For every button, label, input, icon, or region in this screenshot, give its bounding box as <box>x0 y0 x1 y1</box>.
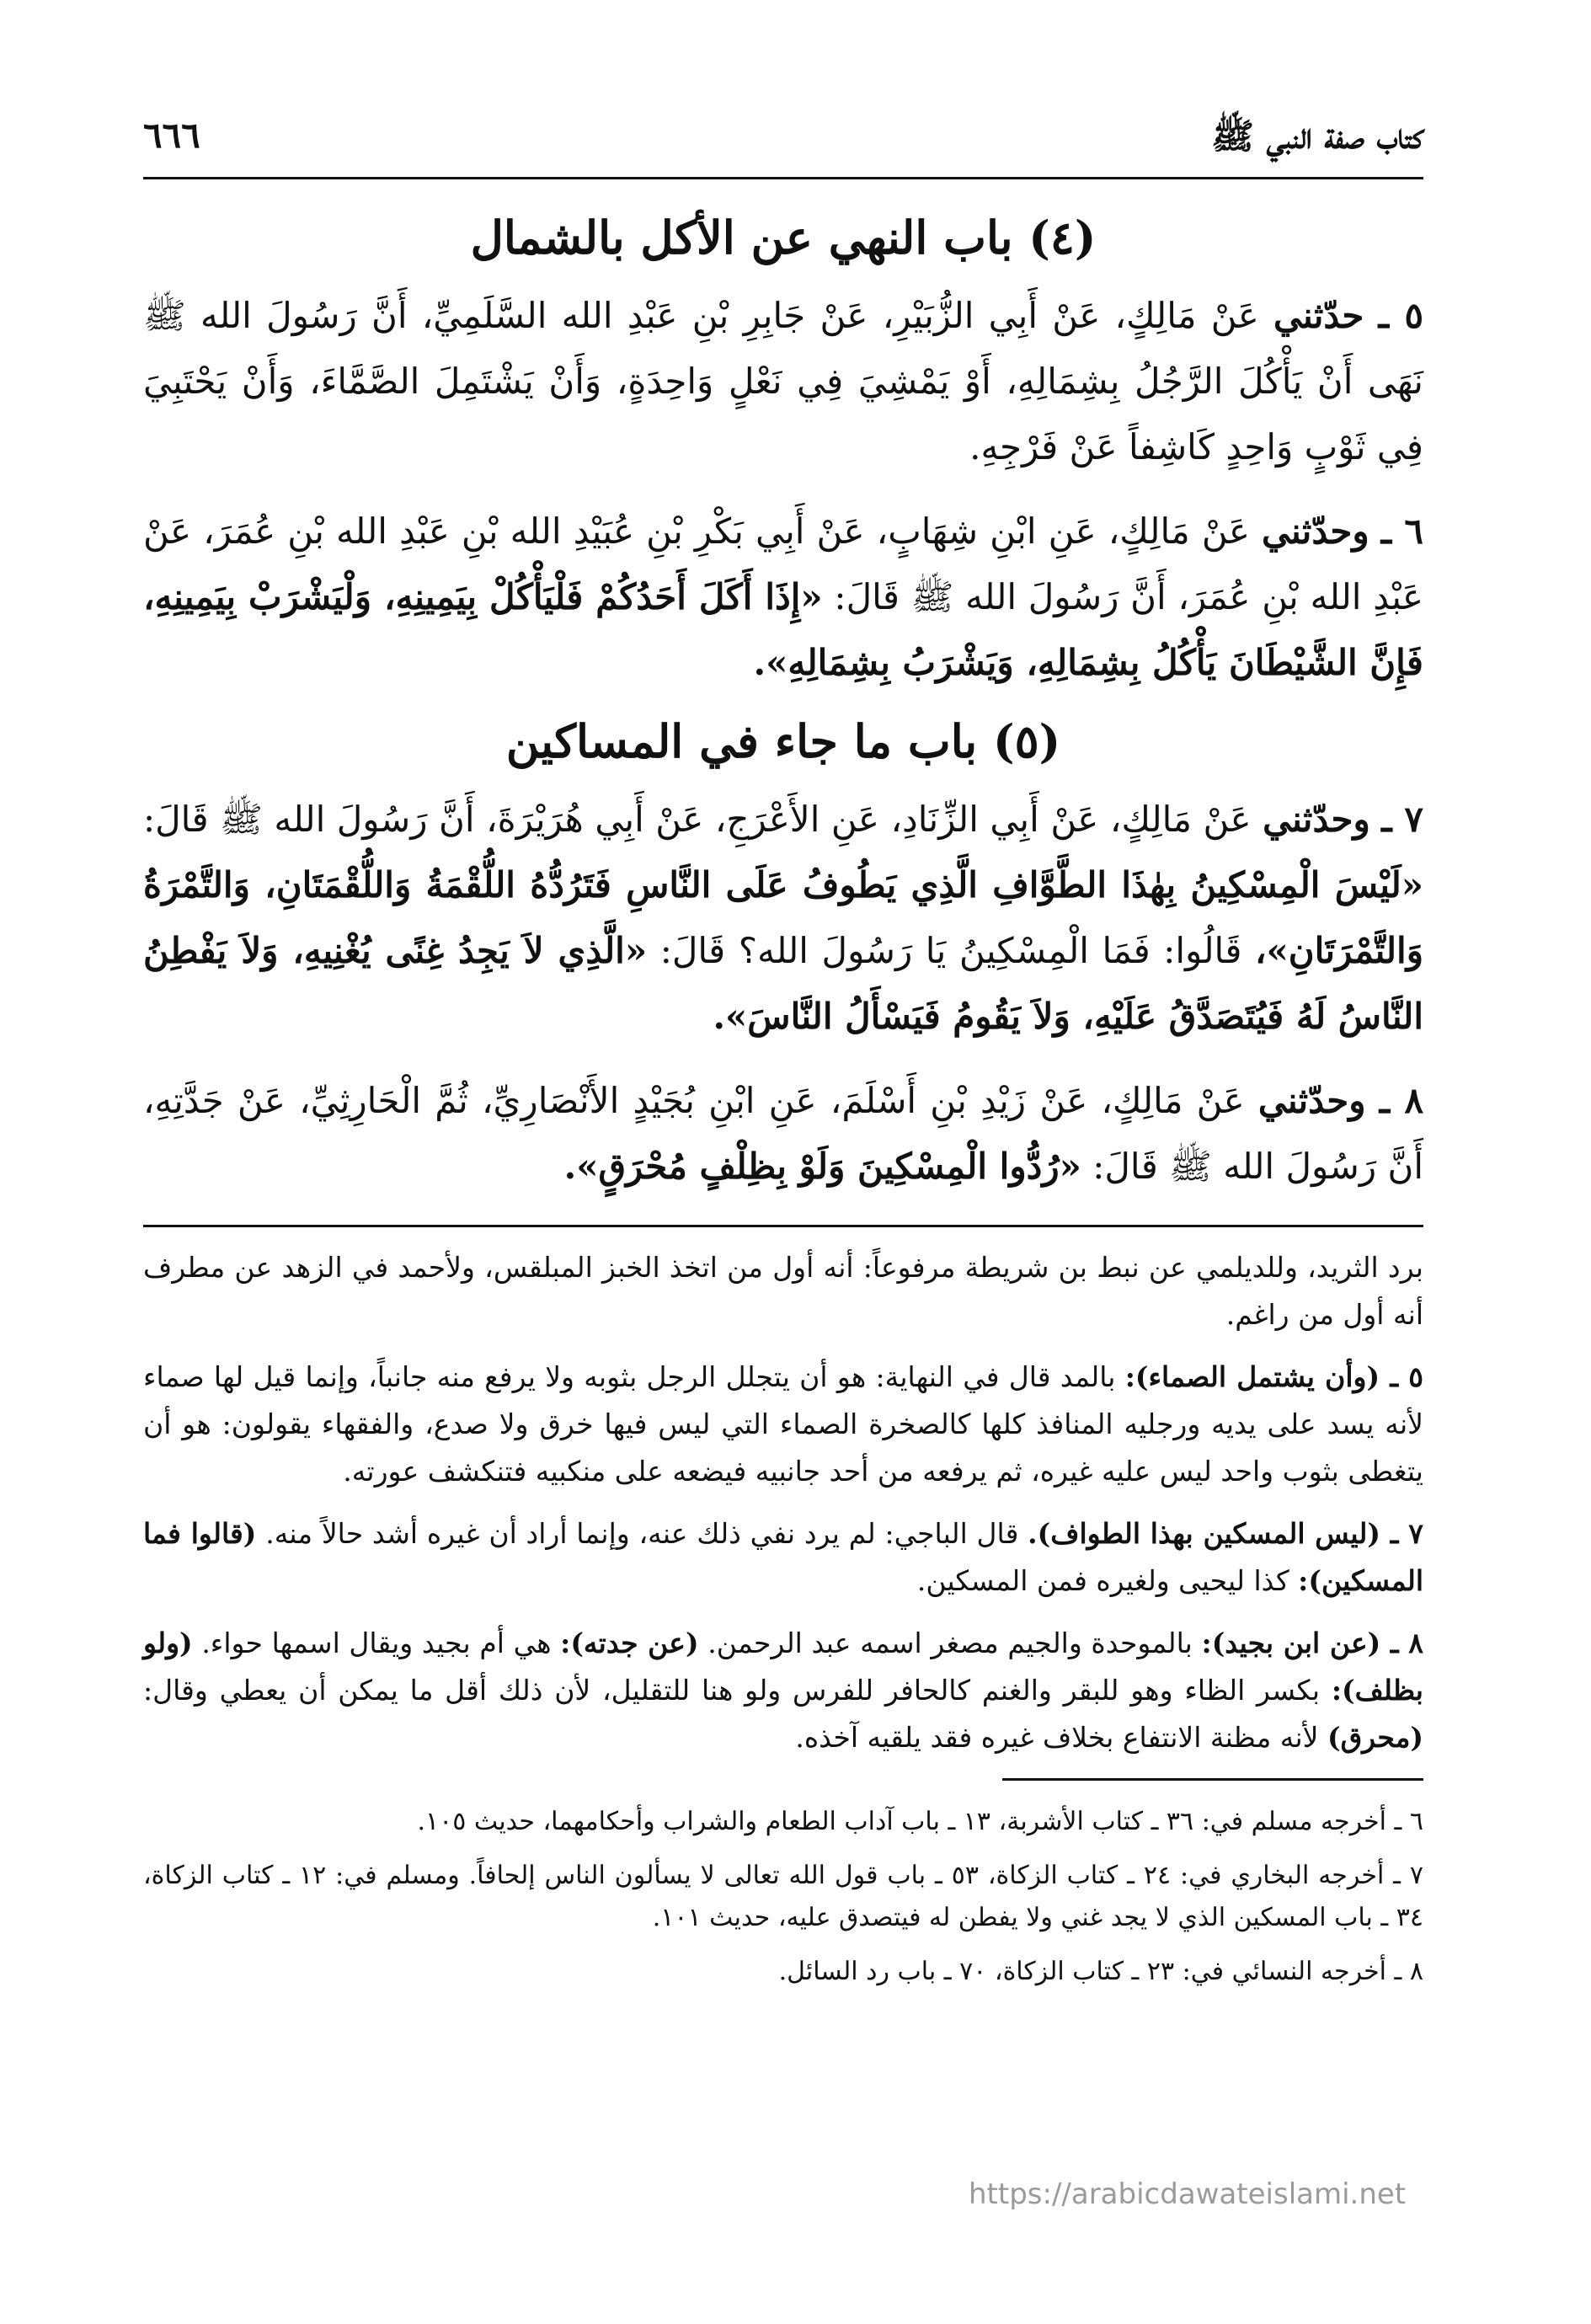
note-7 <box>143 1510 1423 1605</box>
hadith-quote: «لَيْسَ الْمِسْكِينُ بِهٰذَا الطَّوَّافِ الَّذِي يَطُوفُ عَلَى النَّاسِ فَتَرُدُّهُ اللُّقْمَةُ وَاللُّقْمَتَانِ، وَالتَّمْرَةُ وَالتَّمْرَتَانِ»، <box>143 864 1423 971</box>
hadith-7 <box>143 787 1423 1050</box>
chapter-heading-5: (٥) باب ما جاء في المساكين <box>505 714 1061 768</box>
hadith-text: قَالُوا: فَمَا الْمِسْكِينُ يَا رَسُولَ الله؟ قَالَ: <box>659 930 1242 971</box>
note-text: لأنه مظنة الانتفاع بخلاف غيره فقد يلقيه آخذه. <box>795 1721 1319 1754</box>
note-text: بالموحدة والجيم مصغر اسمه عبد الرحمن. <box>707 1627 1193 1659</box>
page-body <box>143 202 1423 2005</box>
note-text: بكسر الظاء وهو للبقر والغنم كالحافر للفرس ولو هنا للتقليل، لأن ذلك أقل ما يمكن أن يعطي وقال: <box>143 1674 1321 1707</box>
hadith-8 <box>143 1068 1423 1199</box>
hadith-quote: «الَّذِي لاَ يَجِدُ غِنًى يُغْنِيهِ، وَلاَ يَفْطِنُ النَّاسُ لَهُ فَيُتَصَدَّقُ عَلَيْهِ، وَلاَ يَقُومُ فَيَسْأَلُ النَّاسَ». <box>143 930 1423 1037</box>
hadith-text: عَنْ مَالِكٍ، عَنْ زَيْدِ بْنِ أَسْلَمَ، عَنِ ابْنِ بُجَيْدٍ الأَنْصَارِيِّ، ثُمَّ الْحَارِثِيِّ، عَنْ جَدَّتِهِ، أَنَّ رَسُولَ الله ﷺ قَالَ: <box>143 1080 1423 1187</box>
note-lead: ٥ ـ (وأن يشتمل الصماء): <box>1124 1360 1423 1393</box>
note-8 <box>143 1620 1423 1761</box>
note-text: هي أم بجيد ويقال اسمها حواء. <box>201 1627 552 1659</box>
footnote-8: ٨ ـ أخرجه النسائي في: ٢٣ ـ كتاب الزكاة، ٧٠ ـ باب رد السائل. <box>778 1957 1423 1986</box>
hadith-text: عَنْ مَالِكٍ، عَنِ ابْنِ شِهَابٍ، عَنْ أَبِي بَكْرِ بْنِ عُبَيْدِ الله بْنِ عَبْدِ الله بْنِ عُمَرَ، عَنْ عَبْدِ الله بْنِ عُمَرَ، أَنَّ رَسُولَ الله ﷺ قَالَ: <box>143 510 1423 617</box>
hadith-text: عَنْ مَالِكٍ، عَنْ أَبِي الزُّبَيْرِ، عَنْ جَابِرِ بْنِ عَبْدِ الله السَّلَمِيِّ، أَنَّ رَسُولَ الله ﷺ نَهَى أَنْ يَأْكُلَ الرَّجُلُ بِشِمَالِهِ، أَوْ يَمْشِيَ فِي نَعْلٍ وَاحِدَةٍ، وَأَنْ يَشْتَمِلَ الصَّمَّاءَ، وَأَنْ يَحْتَبِيَ فِي ثَوْبٍ وَاحِدٍ كَاشِفاً عَنْ فَرْجِهِ. <box>143 295 1423 467</box>
hadith-quote: «رُدُّوا الْمِسْكِينَ وَلَوْ بِظِلْفٍ مُحْرَقٍ». <box>563 1146 1081 1187</box>
chapter-heading-4: (٤) باب النهي عن الأكل بالشمال <box>470 211 1097 264</box>
hadith-number: ٥ ـ <box>1378 295 1423 336</box>
watermark-url: https://arabicdawateislami.net <box>969 2177 1407 2211</box>
notes-divider <box>143 1225 1423 1227</box>
hadith-lead: حدّثني <box>1273 295 1364 336</box>
footnote-6: ٦ ـ أخرجه مسلم في: ٣٦ ـ كتاب الأشربة، ١٣ ـ باب آداب الطعام والشراب وأحكامهما، حديث ١٠٥. <box>417 1807 1423 1836</box>
hadith-number: ٧ ـ <box>1381 799 1423 840</box>
note-text: قال الباجي: لم يرد نفي ذلك عنه، وإنما أراد أن غيره أشد حالاً منه. <box>265 1517 1019 1550</box>
footnote-7: ٧ ـ أخرجه البخاري في: ٢٤ ـ كتاب الزكاة، ٥٣ ـ باب قول الله تعالى لا يسألون الناس إلحافاً. ومسلم في: ١٢ ـ كتاب الزكاة، ٣٤ ـ باب المسكين الذي لا يجد غني ولا يفطن له فيتصدق عليه، حديث ١٠١. <box>143 1861 1423 1932</box>
hadith-quote: «إِذَا أَكَلَ أَحَدُكُمْ فَلْيَأْكُلْ بِيَمِينِهِ، وَلْيَشْرَبْ بِيَمِينِهِ، فَإِنَّ الشَّيْطَانَ يَأْكُلُ بِشِمَالِهِ، وَيَشْرَبُ بِشِمَالِهِ». <box>143 576 1423 683</box>
note-lead: (محرق) <box>1327 1721 1423 1754</box>
hadith-lead: وحدّثني <box>1261 510 1369 552</box>
note-lead: (ولو بظلف): <box>143 1627 1423 1707</box>
note-lead: (عن جدته): <box>560 1627 699 1659</box>
hadith-6 <box>143 499 1423 696</box>
hadith-lead: وحدّثني <box>1257 1080 1366 1121</box>
note-lead: ٨ ـ (عن ابن بجيد): <box>1201 1627 1423 1659</box>
note-continued: برد الثريد، وللديلمي عن نبط بن شريطة مرفوعاً: أنه أول من اتخذ الخبز المبلقس، ولأحمد في الزهد عن مطرف أنه أول من راغم. <box>143 1251 1423 1331</box>
book-title: كتاب صفة النبي ﷺ <box>1211 115 1423 157</box>
note-5 <box>143 1354 1423 1495</box>
hadith-lead: وحدّثني <box>1263 799 1370 840</box>
page-number: ٦٦٦ <box>143 115 200 156</box>
hadith-number: ٦ ـ <box>1380 510 1423 552</box>
hadith-5 <box>143 283 1423 480</box>
page-header <box>143 110 1423 179</box>
note-lead: ٧ ـ (ليس المسكين بهذا الطواف). <box>1028 1517 1423 1550</box>
note-text: بالمد قال في النهاية: هو أن يتجلل الرجل بثوبه ولا يرفع منه جانباً، وإنما قيل لها صماء لأنه يسد على يديه ورجليه المنافذ كلها كالصخرة الصماء التي ليس فيها خرق ولا صدع، والفقهاء يقولون: هو أن يتغطى بثوب واحد ليس عليه غيره، ثم يرفعه من أحد جانبيه فيضعه على منكبيه فتنكشف عورته. <box>143 1360 1423 1488</box>
footnotes-divider <box>1002 1778 1423 1781</box>
hadith-text: عَنْ مَالِكٍ، عَنْ أَبِي الزِّنَادِ، عَنِ الأَعْرَجِ، عَنْ أَبِي هُرَيْرَةَ، أَنَّ رَسُولَ الله ﷺ قَالَ: <box>143 799 1252 840</box>
note-lead: (قالوا فما المسكين): <box>143 1517 1423 1597</box>
hadith-number: ٨ ـ <box>1379 1080 1423 1121</box>
note-text: كذا ليحيى ولغيره فمن المسكين. <box>916 1564 1289 1597</box>
